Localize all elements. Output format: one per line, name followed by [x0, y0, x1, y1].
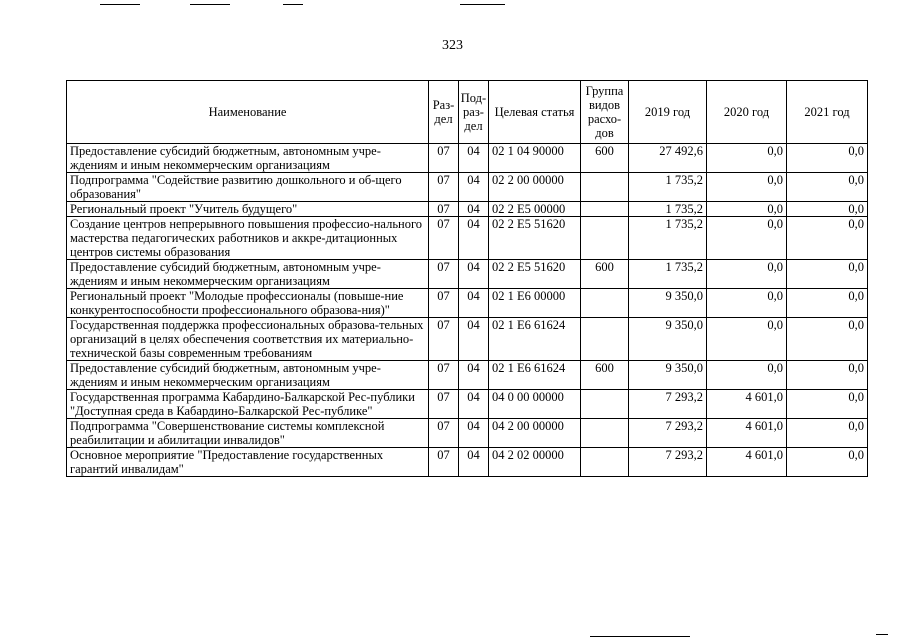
row-2020: 0,0 [707, 318, 787, 361]
row-2019: 1 735,2 [629, 260, 707, 289]
row-2021: 0,0 [787, 361, 868, 390]
row-podrazdel: 04 [459, 144, 489, 173]
row-razdel: 07 [429, 289, 459, 318]
row-razdel: 07 [429, 448, 459, 477]
row-2021: 0,0 [787, 173, 868, 202]
table-row [67, 217, 868, 260]
row-expense-group [581, 318, 629, 361]
row-expense-group: 600 [581, 260, 629, 289]
row-2019: 9 350,0 [629, 361, 707, 390]
header-razdel: Раз-дел [429, 81, 459, 144]
row-target-article: 04 2 00 00000 [489, 419, 581, 448]
row-name: Создание центров непрерывного повышения профессио-нального мастерства педагогических работников и аккре-дитационных центров системы образования [67, 217, 429, 260]
header-expense-group: Группа видов расхо-дов [581, 81, 629, 144]
table-row [67, 318, 868, 361]
row-target-article: 04 0 00 00000 [489, 390, 581, 419]
table-header-row [67, 81, 868, 144]
row-target-article: 02 2 E5 00000 [489, 202, 581, 217]
row-2019: 7 293,2 [629, 419, 707, 448]
row-podrazdel: 04 [459, 173, 489, 202]
row-2020: 4 601,0 [707, 448, 787, 477]
table-row [67, 202, 868, 217]
row-name: Государственная поддержка профессиональных образова-тельных организаций в целях обеспечения соответствия их материально-технической базы современным требованиям [67, 318, 429, 361]
row-2021: 0,0 [787, 202, 868, 217]
row-target-article: 04 2 02 00000 [489, 448, 581, 477]
row-2019: 9 350,0 [629, 289, 707, 318]
table-row [67, 419, 868, 448]
row-name: Предоставление субсидий бюджетным, автономным учре-ждениям и иным некоммерческим организациям [67, 144, 429, 173]
row-razdel: 07 [429, 390, 459, 419]
row-expense-group [581, 173, 629, 202]
row-podrazdel: 04 [459, 448, 489, 477]
row-2021: 0,0 [787, 144, 868, 173]
row-name: Предоставление субсидий бюджетным, автономным учре-ждениям и иным некоммерческим организациям [67, 260, 429, 289]
header-name: Наименование [67, 81, 429, 144]
budget-table [66, 80, 868, 477]
row-razdel: 07 [429, 318, 459, 361]
row-2019: 27 492,6 [629, 144, 707, 173]
row-2020: 0,0 [707, 202, 787, 217]
row-expense-group: 600 [581, 361, 629, 390]
row-podrazdel: 04 [459, 289, 489, 318]
row-podrazdel: 04 [459, 390, 489, 419]
row-razdel: 07 [429, 217, 459, 260]
row-target-article: 02 2 00 00000 [489, 173, 581, 202]
row-2021: 0,0 [787, 260, 868, 289]
row-2019: 1 735,2 [629, 173, 707, 202]
scan-artifact-top-4 [460, 4, 505, 5]
header-2019: 2019 год [629, 81, 707, 144]
row-2021: 0,0 [787, 217, 868, 260]
row-2021: 0,0 [787, 318, 868, 361]
table-row [67, 361, 868, 390]
row-target-article: 02 2 E5 51620 [489, 260, 581, 289]
row-expense-group [581, 448, 629, 477]
table-row [67, 390, 868, 419]
row-podrazdel: 04 [459, 217, 489, 260]
scan-artifact-bottom-1 [590, 636, 690, 637]
header-podrazdel: Под-раз-дел [459, 81, 489, 144]
table-row [67, 173, 868, 202]
row-2019: 1 735,2 [629, 202, 707, 217]
row-expense-group [581, 390, 629, 419]
header-2021: 2021 год [787, 81, 868, 144]
row-2020: 0,0 [707, 260, 787, 289]
row-2019: 9 350,0 [629, 318, 707, 361]
row-expense-group [581, 202, 629, 217]
row-2019: 1 735,2 [629, 217, 707, 260]
row-2019: 7 293,2 [629, 390, 707, 419]
header-2020: 2020 год [707, 81, 787, 144]
row-2019: 7 293,2 [629, 448, 707, 477]
row-target-article: 02 1 E6 00000 [489, 289, 581, 318]
table-row [67, 448, 868, 477]
row-target-article: 02 1 E6 61624 [489, 318, 581, 361]
row-name: Государственная программа Кабардино-Балкарской Рес-публики "Доступная среда в Кабардино-Балкарской Рес-публике" [67, 390, 429, 419]
row-name: Подпрограмма "Содействие развитию дошкольного и об-щего образования" [67, 173, 429, 202]
scan-artifact-bottom-2 [876, 634, 888, 635]
row-2020: 0,0 [707, 217, 787, 260]
row-razdel: 07 [429, 144, 459, 173]
row-podrazdel: 04 [459, 260, 489, 289]
row-razdel: 07 [429, 202, 459, 217]
table-row [67, 289, 868, 318]
row-target-article: 02 2 E5 51620 [489, 217, 581, 260]
row-target-article: 02 1 E6 61624 [489, 361, 581, 390]
table-row [67, 144, 868, 173]
row-2021: 0,0 [787, 448, 868, 477]
row-name: Региональный проект "Учитель будущего" [67, 202, 429, 217]
row-expense-group [581, 289, 629, 318]
row-name: Предоставление субсидий бюджетным, автономным учре-ждениям и иным некоммерческим организациям [67, 361, 429, 390]
row-2020: 0,0 [707, 173, 787, 202]
row-razdel: 07 [429, 419, 459, 448]
row-2020: 0,0 [707, 361, 787, 390]
page-number: 323 [442, 38, 463, 53]
row-target-article: 02 1 04 90000 [489, 144, 581, 173]
row-razdel: 07 [429, 260, 459, 289]
row-razdel: 07 [429, 361, 459, 390]
row-podrazdel: 04 [459, 419, 489, 448]
scan-artifact-top-1 [100, 4, 140, 5]
row-podrazdel: 04 [459, 318, 489, 361]
row-expense-group [581, 419, 629, 448]
row-podrazdel: 04 [459, 361, 489, 390]
row-2021: 0,0 [787, 390, 868, 419]
row-expense-group [581, 217, 629, 260]
table-row [67, 260, 868, 289]
row-2021: 0,0 [787, 419, 868, 448]
row-expense-group: 600 [581, 144, 629, 173]
row-2020: 4 601,0 [707, 390, 787, 419]
row-2020: 0,0 [707, 144, 787, 173]
scan-artifact-top-3 [283, 4, 303, 5]
row-2020: 4 601,0 [707, 419, 787, 448]
scan-artifact-top-2 [190, 4, 230, 5]
table-body [67, 144, 868, 477]
row-podrazdel: 04 [459, 202, 489, 217]
header-target-article: Целевая статья [489, 81, 581, 144]
row-2021: 0,0 [787, 289, 868, 318]
row-name: Подпрограмма "Совершенствование системы комплексной реабилитации и абилитации инвалидов" [67, 419, 429, 448]
row-razdel: 07 [429, 173, 459, 202]
row-name: Основное мероприятие "Предоставление государственных гарантий инвалидам" [67, 448, 429, 477]
row-name: Региональный проект "Молодые профессионалы (повыше-ние конкурентоспособности профессионального образова-ния)" [67, 289, 429, 318]
row-2020: 0,0 [707, 289, 787, 318]
